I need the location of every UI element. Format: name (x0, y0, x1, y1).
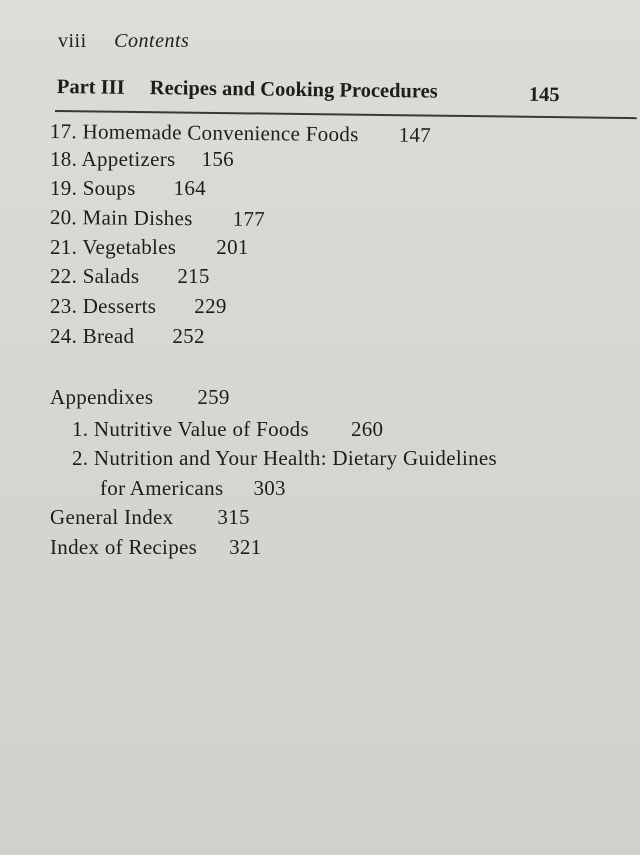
toc-entry-index-of-recipes (50, 535, 262, 560)
toc-entry-title: General Index (50, 505, 174, 529)
toc-entry-chapter-20 (50, 205, 265, 232)
toc-entry-chapter-21 (50, 235, 249, 260)
toc-entry-appendix-2-continuation (100, 476, 286, 501)
toc-entry-title: 1. Nutritive Value of Foods (72, 417, 309, 441)
running-head-title: Contents (114, 30, 190, 52)
part-title: Recipes and Cooking Procedures (149, 77, 438, 103)
toc-entry-title: 19. Soups (50, 176, 136, 200)
toc-entry-appendix-2 (72, 446, 497, 471)
toc-entry-page: 260 (350, 417, 384, 441)
toc-entry-title: Appendixes (50, 385, 154, 409)
toc-entry-title: 21. Vegetables (50, 235, 177, 259)
toc-entry-page: 177 (232, 206, 266, 231)
toc-entry-page: 201 (216, 235, 249, 259)
toc-entry-title: 23. Desserts (50, 294, 157, 318)
toc-entry-chapter-18 (50, 147, 234, 172)
heading-rule (55, 110, 637, 119)
toc-entry-title: 22. Salads (50, 264, 140, 288)
toc-entry-title: Index of Recipes (50, 535, 198, 559)
toc-entry-chapter-19 (50, 176, 206, 201)
toc-entry-page: 259 (197, 385, 230, 409)
toc-entry-title-continuation: for Americans (100, 476, 224, 500)
part-heading (57, 76, 582, 105)
toc-entry-chapter-24 (50, 324, 205, 349)
toc-entry-chapter-17 (50, 119, 431, 148)
toc-entry-page: 321 (229, 535, 262, 559)
toc-entry-page: 229 (194, 294, 227, 318)
toc-entry-title: 17. Homemade Convenience Foods (49, 119, 359, 147)
part-label: Part III (56, 76, 125, 99)
toc-entry-appendix-1 (72, 417, 383, 442)
toc-entry-page: 156 (201, 147, 234, 171)
part-page-number: 145 (528, 83, 560, 107)
toc-entry-chapter-23 (50, 294, 227, 319)
toc-entry-page: 215 (177, 264, 210, 288)
toc-entry-title: 18. Appetizers (50, 147, 176, 171)
toc-entry-title: 24. Bread (50, 324, 135, 348)
toc-entry-page: 315 (217, 505, 250, 529)
toc-entry-page: 303 (253, 476, 286, 500)
toc-entry-general-index (50, 505, 250, 530)
page-folio: viii (58, 30, 87, 52)
toc-entry-title: 20. Main Dishes (49, 205, 193, 231)
toc-entry-page: 164 (173, 176, 206, 200)
toc-entry-page: 147 (398, 122, 432, 147)
toc-entry-title: 2. Nutrition and Your Health: Dietary Guidelines (72, 446, 498, 470)
toc-entry-page: 252 (172, 324, 205, 348)
running-head (58, 30, 189, 53)
toc-entry-appendixes (50, 385, 230, 410)
toc-entry-chapter-22 (50, 264, 210, 289)
